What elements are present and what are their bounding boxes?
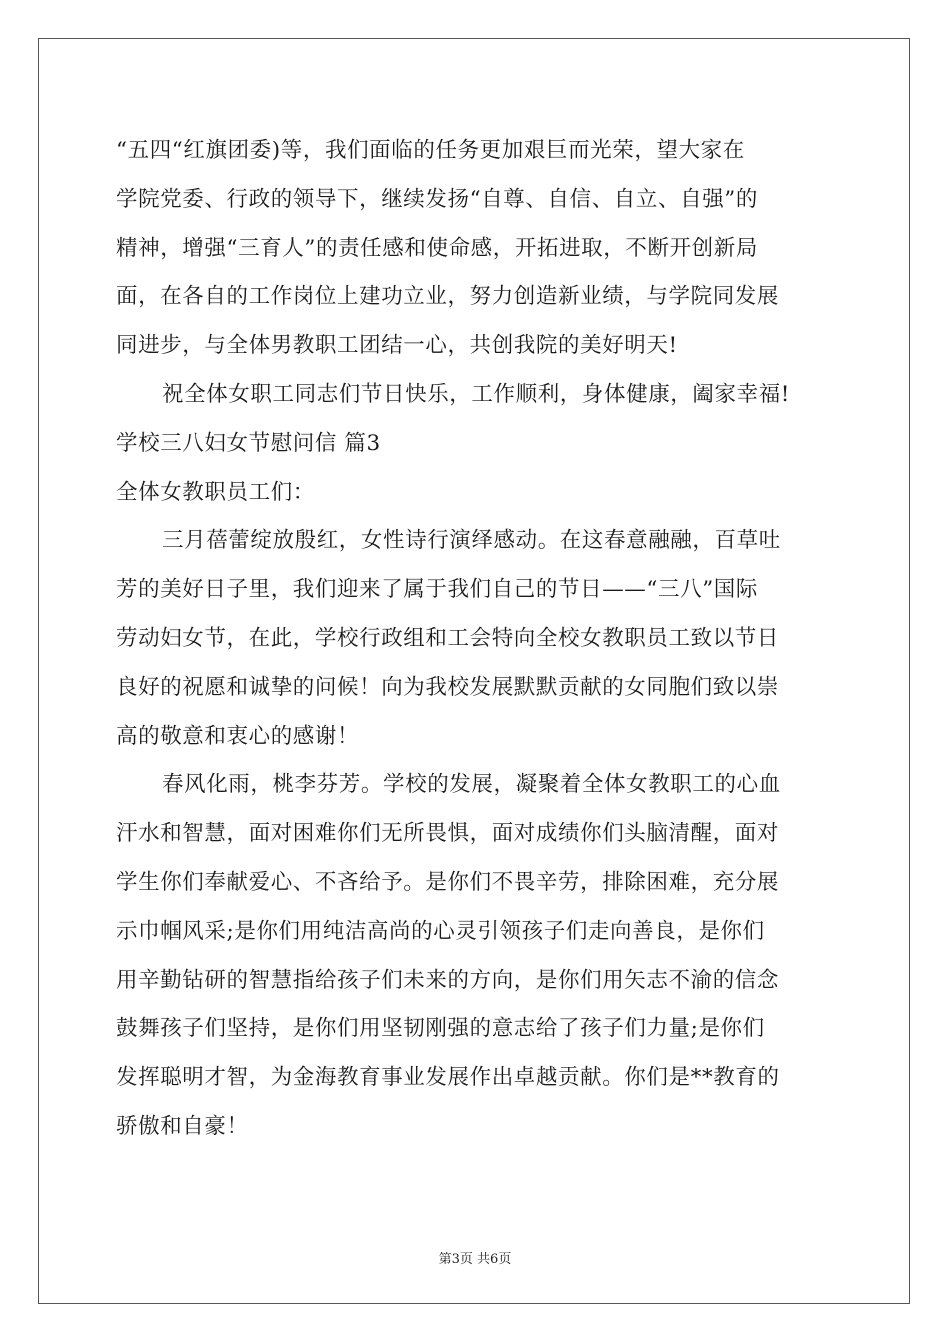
text-line: 春风化雨，桃李芬芳。学校的发展，凝聚着全体女教职工的心血 [162, 772, 781, 798]
text-line: 学校三八妇女节慰问信 篇3 [116, 430, 381, 456]
text-line: 学生你们奉献爱心、不吝给予。是你们不畏辛劳，排除困难，充分展 [116, 869, 780, 895]
text-line: 劳动妇女节，在此，学校行政组和工会特向全校女教职员工致以节日 [116, 625, 780, 651]
text-line: 三月蓓蕾绽放殷红，女性诗行演绎感动。在这春意融融，百草吐 [162, 528, 781, 554]
text-line: 精神，增强“三育人”的责任感和使命感，开拓进取，不断开创新局 [116, 235, 758, 261]
page-number-footer: 第3页 共6页 [438, 1252, 512, 1267]
document-body [116, 127, 836, 1152]
text-line: 全体女教职员工们： [116, 479, 315, 505]
text-line: “五四“红旗团委)等，我们面临的任务更加艰巨而光荣，望大家在 [116, 138, 745, 163]
text-line: 面，在各自的工作岗位上建功立业，努力创造新业绩，与学院同发展 [116, 284, 780, 310]
text-line: 芳的美好日子里，我们迎来了属于我们自己的节日——“三八”国际 [116, 577, 758, 603]
text-line: 示巾帼风采;是你们用纯洁高尚的心灵引领孩子们走向善良，是你们 [116, 918, 765, 944]
text-line: 祝全体女职工同志们节日快乐，工作顺利，身体健康，阖家幸福! [162, 381, 791, 407]
text-line: 发挥聪明才智，为金海教育事业发展作出卓越贡献。你们是**教育的 [116, 1065, 780, 1091]
text-line: 汗水和智慧，面对困难你们无所畏惧，面对成绩你们头脑清醒，面对 [116, 821, 780, 847]
text-line: 同进步，与全体男教职工团结一心，共创我院的美好明天! [116, 333, 678, 359]
text-line: 鼓舞孩子们坚持，是你们用坚韧刚强的意志给了孩子们力量;是你们 [116, 1016, 765, 1042]
text-line: 学院党委、行政的领导下，继续发扬“自尊、自信、自立、自强”的 [116, 186, 758, 212]
text-line: 良好的祝愿和诚挚的问候！向为我校发展默默贡献的女同胞们致以崇 [116, 674, 780, 700]
text-line: 高的敬意和衷心的感谢！ [116, 723, 360, 749]
text-line: 用辛勤钻研的智慧指给孩子们未来的方向，是你们用矢志不渝的信念 [116, 967, 780, 993]
text-line: 骄傲和自豪！ [116, 1113, 249, 1139]
